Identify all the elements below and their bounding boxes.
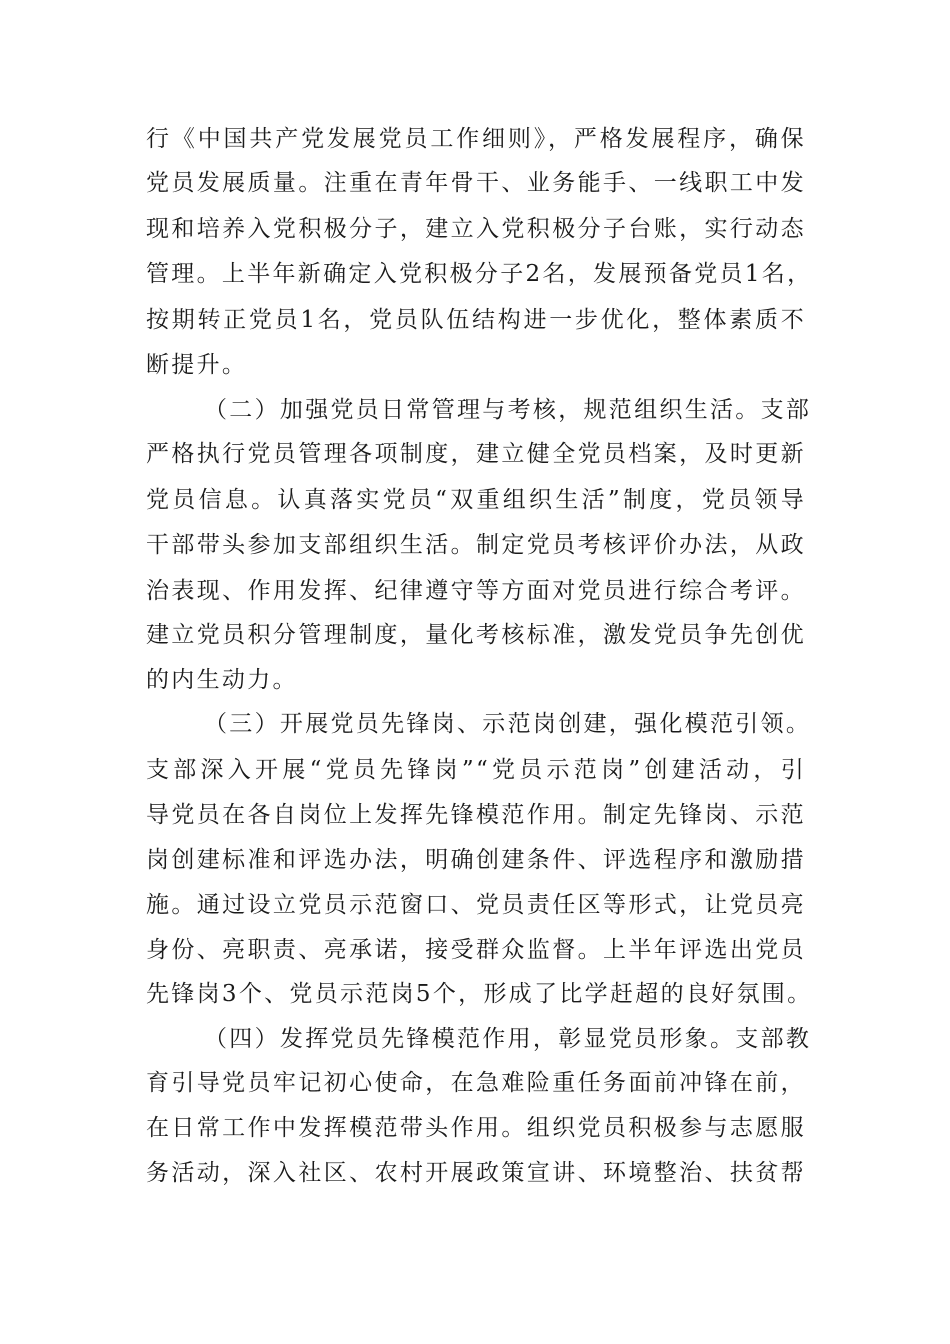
text-line: 建立党员积分管理制度，量化考核标准，激发党员争先创优 — [146, 622, 806, 648]
section-heading-2: （二）加强党员日常管理与考核，规范组织生活。支部 — [204, 397, 812, 423]
text-line: 管理。上半年新确定入党积极分子2名，发展预备党员1名， — [146, 261, 813, 287]
text-line: 按期转正党员1名，党员队伍结构进一步优化，整体素质不 — [146, 307, 806, 333]
text-line: 身份、亮职责、亮承诺，接受群众监督。上半年评选出党员 — [146, 937, 806, 963]
text-line: 的内生动力。 — [146, 667, 298, 693]
text-line: 导党员在各自岗位上发挥先锋模范作用。制定先锋岗、示范 — [146, 802, 806, 828]
text-line: 治表现、作用发挥、纪律遵守等方面对党员进行综合考评。 — [146, 578, 806, 604]
section-heading-4: （四）发挥党员先锋模范作用，彰显党员形象。支部教 — [204, 1026, 812, 1052]
text-line: 断提升。 — [146, 352, 248, 378]
text-line: 严格执行党员管理各项制度，建立健全党员档案，及时更新 — [146, 441, 806, 467]
text-line: 在日常工作中发挥模范带头作用。组织党员积极参与志愿服 — [146, 1115, 806, 1141]
text-line: 党员发展质量。注重在青年骨干、业务能手、一线职工中发 — [146, 170, 806, 196]
text-line: 党员信息。认真落实党员“双重组织生活”制度，党员领导 — [146, 487, 806, 513]
text-line: 干部带头参加支部组织生活。制定党员考核评价办法，从政 — [146, 532, 806, 558]
section-heading-3: （三）开展党员先锋岗、示范岗创建，强化模范引领。 — [204, 711, 812, 737]
text-line: 先锋岗3个、党员示范岗5个，形成了比学赶超的良好氛围。 — [146, 981, 813, 1007]
text-line: 行《中国共产党发展党员工作细则》，严格发展程序，确保 — [146, 126, 806, 152]
text-line: 育引导党员牢记初心使命，在急难险重任务面前冲锋在前， — [146, 1070, 806, 1096]
text-line: 施。通过设立党员示范窗口、党员责任区等形式，让党员亮 — [146, 892, 806, 918]
text-line: 务活动，深入社区、农村开展政策宣讲、环境整治、扶贫帮 — [146, 1160, 806, 1186]
text-line: 岗创建标准和评选办法，明确创建条件、评选程序和激励措 — [146, 847, 806, 873]
text-line: 现和培养入党积极分子，建立入党积极分子台账，实行动态 — [146, 216, 806, 242]
text-line: 支部深入开展“党员先锋岗”“党员示范岗”创建活动，引 — [146, 757, 806, 783]
